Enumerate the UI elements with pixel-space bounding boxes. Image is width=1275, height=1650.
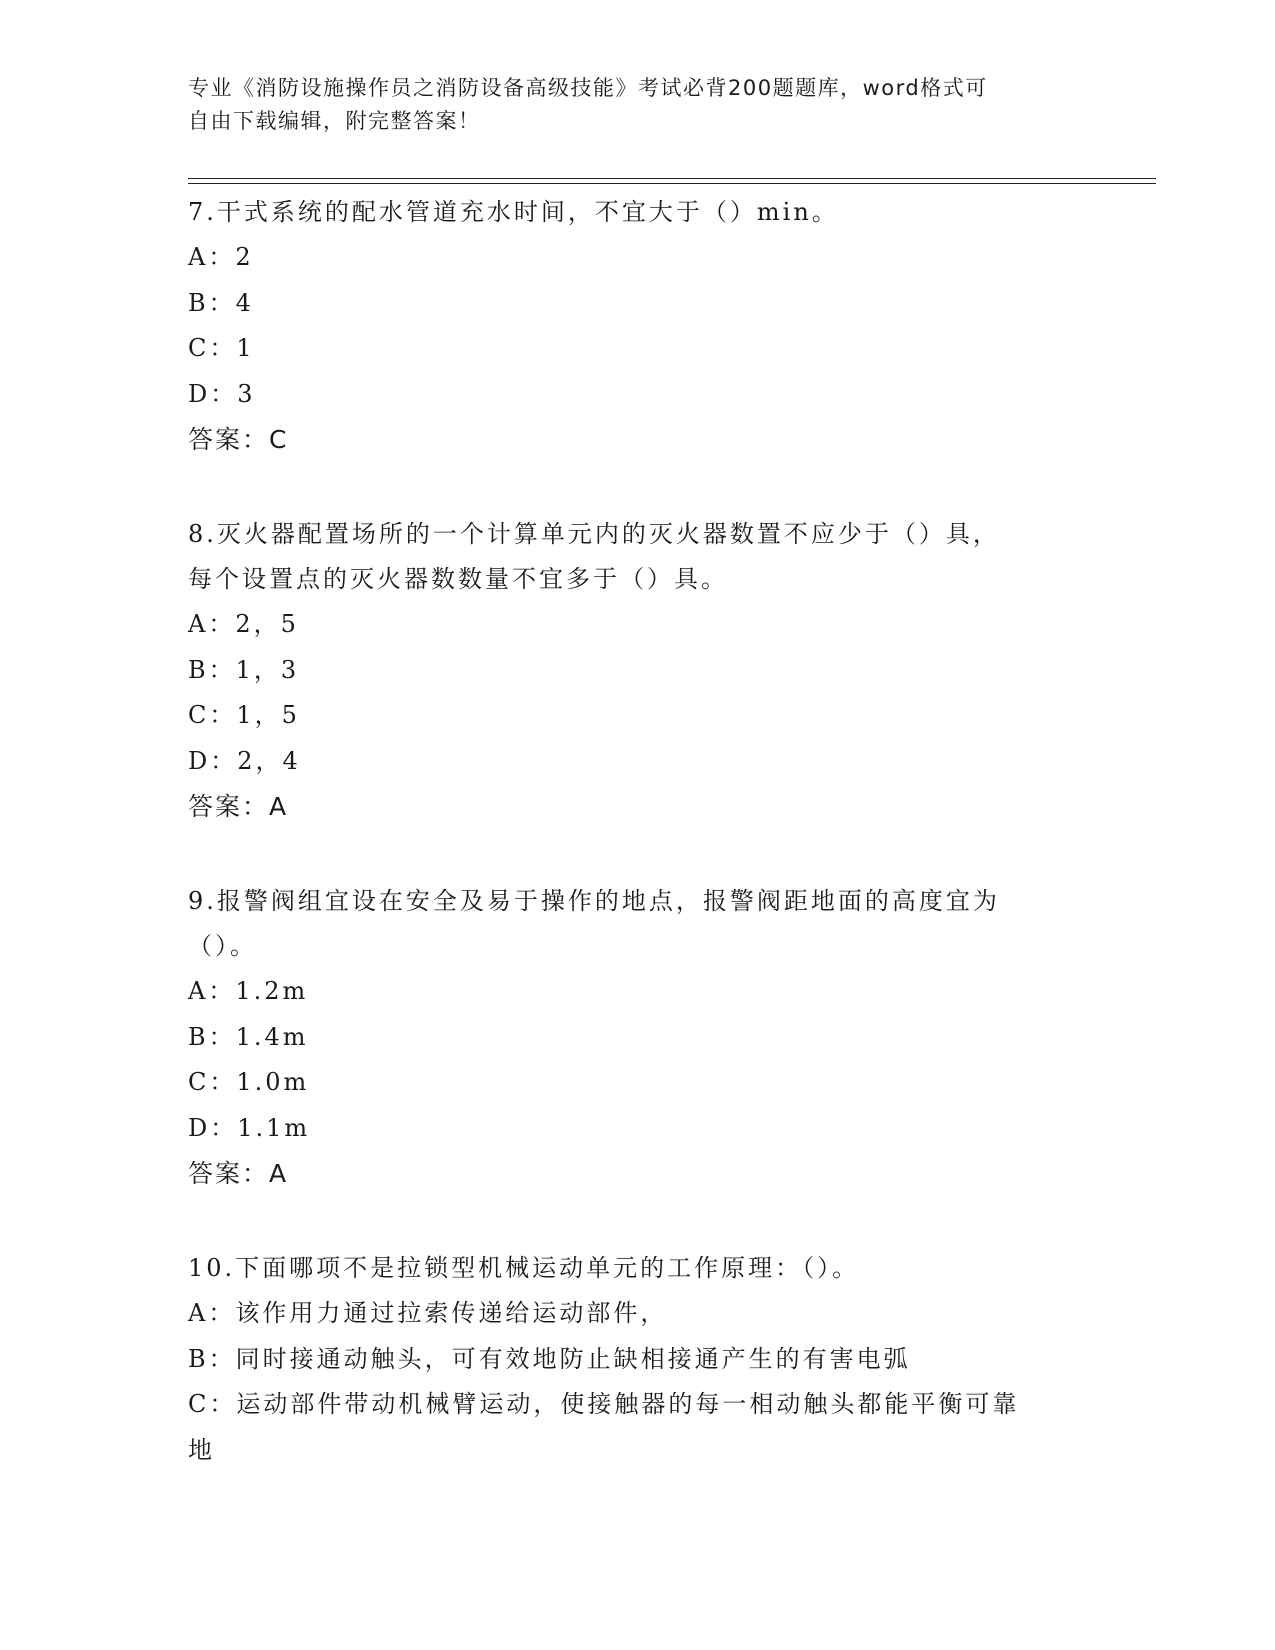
header-line-1: 专业《消防设施操作员之消防设备高级技能》考试必背200题题库，word格式可 (188, 76, 988, 100)
option-d: D：3 (188, 379, 256, 408)
question-text-cont: 每个设置点的灭火器数数量不宜多于（）具。 (188, 565, 728, 593)
option-b: B：4 (188, 288, 254, 317)
option-a: A：该作用力通过拉索传递给运动部件， (188, 1299, 668, 1327)
option-a: A：2 (188, 243, 254, 271)
option-c: C：1 (188, 334, 255, 362)
question-text: 8.灭火器配置场所的一个计算单元内的灭火器数置不应少于（）具， (188, 520, 1000, 548)
question-text: 9.报警阀组宜设在安全及易于操作的地点，报警阀距地面的高度宜为 (188, 887, 1000, 915)
header-line-2: 自由下载编辑，附完整答案！ (188, 109, 481, 133)
option-c: C：1，5 (188, 701, 300, 729)
question-list (188, 190, 1088, 1522)
option-b: B：1，3 (188, 655, 300, 684)
answer-line: 答案：C (188, 425, 289, 454)
option-a: A：2，5 (188, 610, 299, 638)
option-d: D：1.1m (188, 1113, 311, 1142)
option-c-cont: 地 (188, 1435, 215, 1464)
option-b: B：同时接通动触头，可有效地防止缺相接通产生的有害电弧 (188, 1344, 911, 1373)
question-text: 7.干式系统的配水管道充水时间，不宜大于（）min。 (188, 198, 839, 226)
question-9 (188, 879, 1088, 1197)
header-divider-top (188, 178, 1156, 179)
header-divider-bottom (188, 183, 1156, 184)
question-text-cont: （）。 (188, 932, 257, 960)
answer-line: 答案：A (188, 792, 289, 821)
option-c: C：运动部件带动机械臂运动，使接触器的每一相动触头都能平衡可靠 (188, 1390, 1020, 1418)
option-b: B：1.4m (188, 1022, 309, 1051)
option-d: D：2，4 (188, 746, 301, 775)
answer-line: 答案：A (188, 1159, 289, 1188)
question-8 (188, 512, 1088, 830)
option-a: A：1.2m (188, 977, 309, 1005)
question-7 (188, 190, 1088, 463)
question-10 (188, 1246, 1088, 1473)
question-text: 10.下面哪项不是拉锁型机械运动单元的工作原理：（）。 (188, 1254, 860, 1282)
option-c: C：1.0m (188, 1068, 310, 1096)
document-header (188, 72, 1068, 138)
